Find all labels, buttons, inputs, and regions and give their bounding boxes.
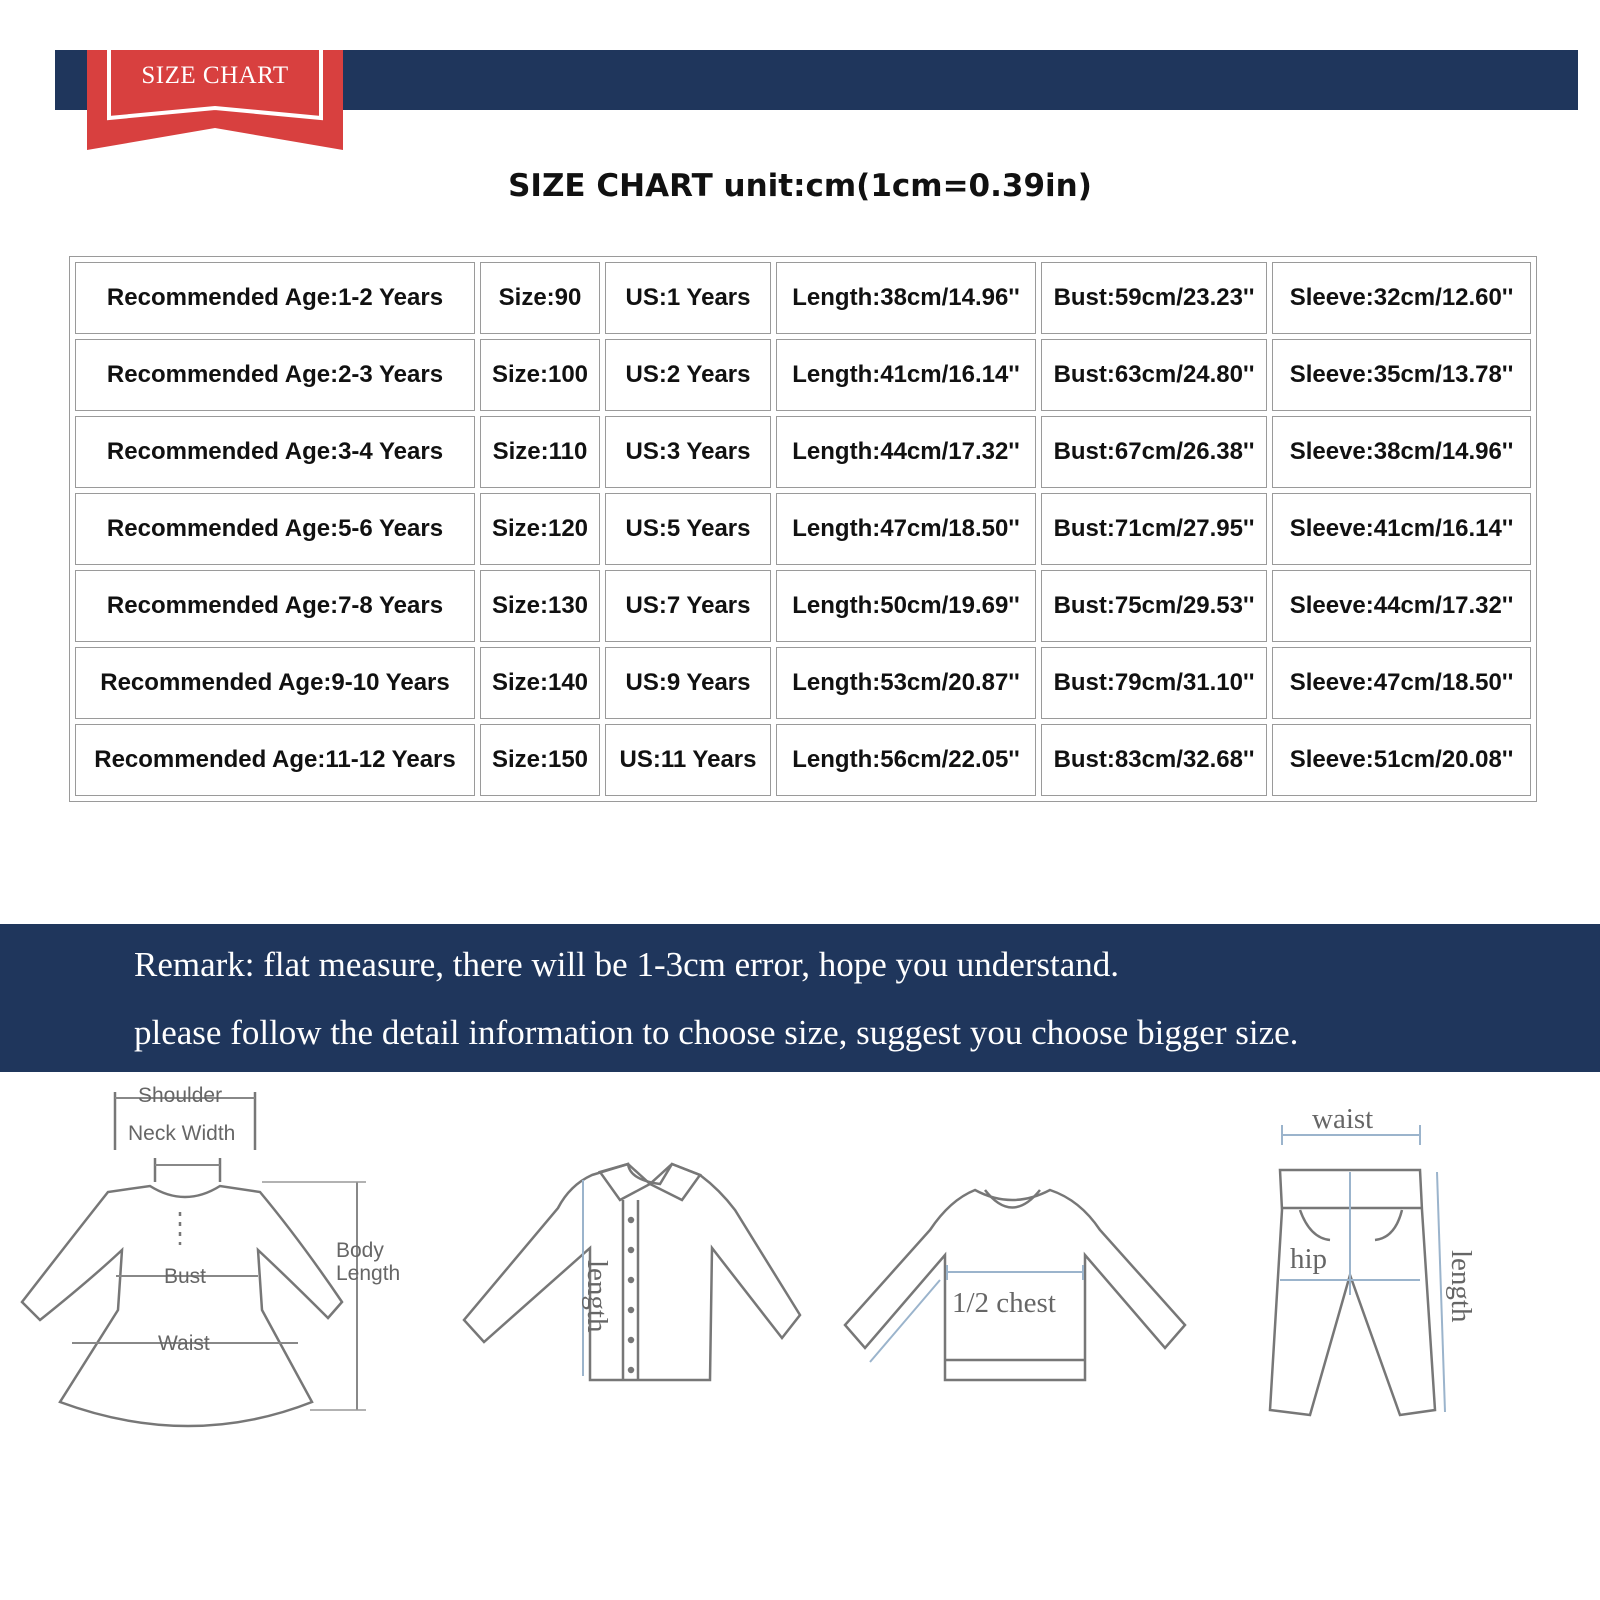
measurement-diagrams	[0, 1080, 1600, 1540]
us-size-cell: US:5 Years	[605, 493, 771, 565]
age-cell: Recommended Age:7-8 Years	[75, 570, 475, 642]
length-cell: Length:47cm/18.50''	[776, 493, 1036, 565]
age-cell: Recommended Age:3-4 Years	[75, 416, 475, 488]
sleeve-cell: Sleeve:41cm/16.14''	[1272, 493, 1531, 565]
dress-shoulder-label: Shoulder	[138, 1084, 223, 1107]
sleeve-cell: Sleeve:44cm/17.32''	[1272, 570, 1531, 642]
age-cell: Recommended Age:1-2 Years	[75, 262, 475, 334]
size-chart-badge-label: SIZE CHART	[141, 62, 289, 89]
length-cell: Length:38cm/14.96''	[776, 262, 1036, 334]
sweater-diagram	[845, 1190, 1185, 1380]
table-row	[75, 493, 1531, 565]
sleeve-cell: Sleeve:32cm/12.60''	[1272, 262, 1531, 334]
pants-hip-label: hip	[1290, 1243, 1328, 1275]
size-cell: Size:110	[480, 416, 600, 488]
dress-length-label: Length	[336, 1262, 401, 1285]
us-size-cell: US:3 Years	[605, 416, 771, 488]
shirt-length-label: length	[581, 1260, 613, 1333]
sleeve-cell: Sleeve:35cm/13.78''	[1272, 339, 1531, 411]
table-row	[75, 724, 1531, 796]
pants-waist-label: waist	[1312, 1103, 1374, 1135]
sleeve-cell: Sleeve:38cm/14.96''	[1272, 416, 1531, 488]
table-row	[75, 416, 1531, 488]
sleeve-cell: Sleeve:51cm/20.08''	[1272, 724, 1531, 796]
pants-diagram	[1270, 1170, 1435, 1415]
table-row	[75, 262, 1531, 334]
size-cell: Size:140	[480, 647, 600, 719]
bust-cell: Bust:59cm/23.23''	[1041, 262, 1267, 334]
us-size-cell: US:9 Years	[605, 647, 771, 719]
bust-cell: Bust:67cm/26.38''	[1041, 416, 1267, 488]
us-size-cell: US:2 Years	[605, 339, 771, 411]
table-row	[75, 570, 1531, 642]
length-cell: Length:50cm/19.69''	[776, 570, 1036, 642]
bust-cell: Bust:71cm/27.95''	[1041, 493, 1267, 565]
us-size-cell: US:1 Years	[605, 262, 771, 334]
size-cell: Size:150	[480, 724, 600, 796]
length-cell: Length:56cm/22.05''	[776, 724, 1036, 796]
size-cell: Size:130	[480, 570, 600, 642]
remark-line-2: please follow the detail information to choose size, suggest you choose bigger size.	[134, 1013, 1299, 1052]
pants-length-label: length	[1445, 1250, 1477, 1323]
size-cell: Size:100	[480, 339, 600, 411]
table-row	[75, 647, 1531, 719]
length-cell: Length:44cm/17.32''	[776, 416, 1036, 488]
bust-cell: Bust:63cm/24.80''	[1041, 339, 1267, 411]
age-cell: Recommended Age:11-12 Years	[75, 724, 475, 796]
size-table	[69, 256, 1537, 802]
length-cell: Length:53cm/20.87''	[776, 647, 1036, 719]
age-cell: Recommended Age:2-3 Years	[75, 339, 475, 411]
bust-cell: Bust:79cm/31.10''	[1041, 647, 1267, 719]
us-size-cell: US:7 Years	[605, 570, 771, 642]
dress-bust-label: Bust	[164, 1265, 207, 1288]
age-cell: Recommended Age:5-6 Years	[75, 493, 475, 565]
size-cell: Size:120	[480, 493, 600, 565]
dress-waist-label: Waist	[158, 1332, 210, 1355]
sleeve-cell: Sleeve:47cm/18.50''	[1272, 647, 1531, 719]
dress-neck-width-label: Neck Width	[128, 1122, 236, 1145]
bust-cell: Bust:83cm/32.68''	[1041, 724, 1267, 796]
sweater-chest-label: 1/2 chest	[952, 1287, 1056, 1319]
bust-cell: Bust:75cm/29.53''	[1041, 570, 1267, 642]
age-cell: Recommended Age:9-10 Years	[75, 647, 475, 719]
dress-body-label: Body	[336, 1239, 384, 1262]
shirt-diagram	[464, 1164, 800, 1380]
size-cell: Size:90	[480, 262, 600, 334]
us-size-cell: US:11 Years	[605, 724, 771, 796]
length-cell: Length:41cm/16.14''	[776, 339, 1036, 411]
table-row	[75, 339, 1531, 411]
chart-heading: SIZE CHART unit:cm(1cm=0.39in)	[508, 168, 1092, 204]
remark-line-1: Remark: flat measure, there will be 1-3cm error, hope you understand.	[134, 945, 1120, 984]
